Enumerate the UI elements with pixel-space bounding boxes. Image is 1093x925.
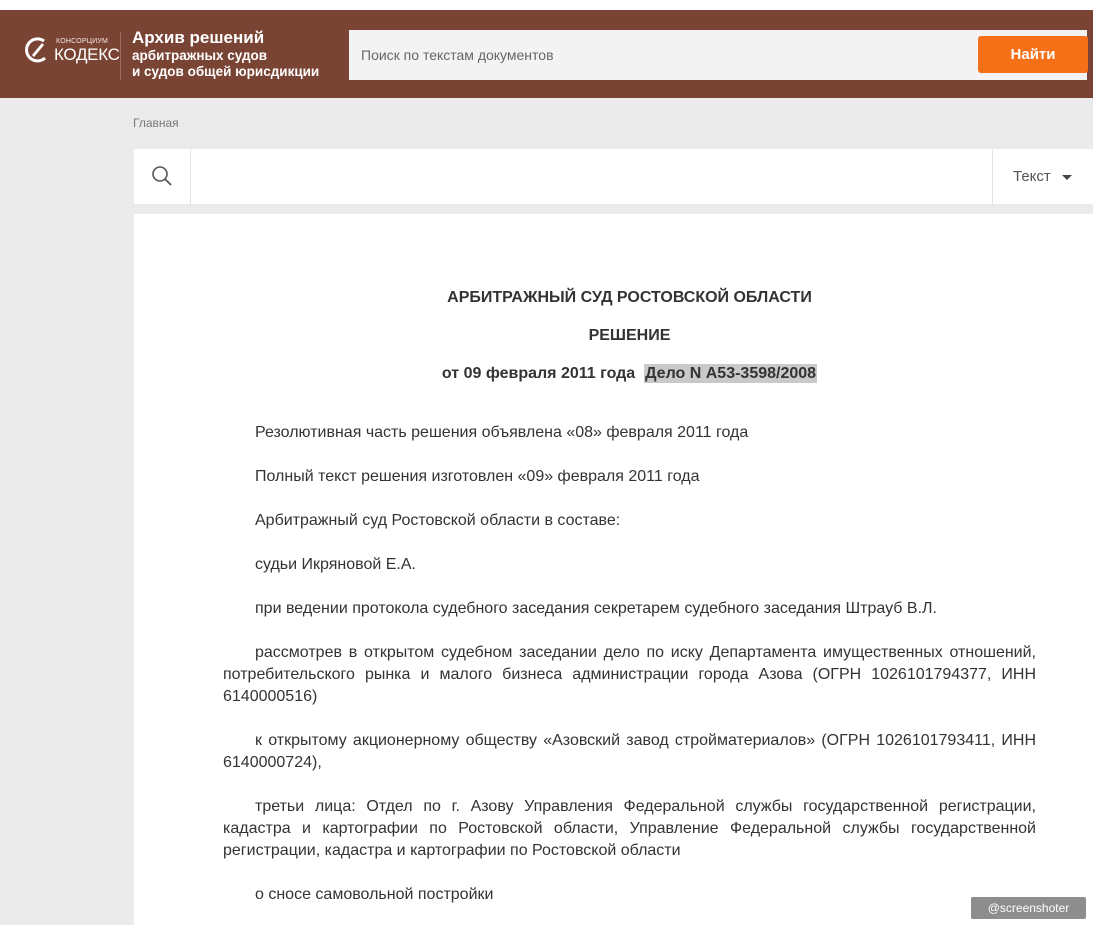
document-search-input[interactable] [192, 149, 996, 206]
find-button[interactable]: Найти [978, 36, 1088, 73]
paragraph: к открытому акционерному обществу «Азовский завод стройматериалов» (ОГРН 1026101793411, ИНН 6140000724), [223, 732, 1036, 771]
caret-down-icon [1062, 175, 1072, 180]
site-header [0, 10, 1093, 98]
paragraph: судьи Икряновой Е.А. [255, 556, 416, 573]
document-body [134, 214, 1093, 925]
site-title-line1: Архив решений [132, 28, 265, 47]
court-heading: АРБИТРАЖНЫЙ СУД РОСТОВСКОЙ ОБЛАСТИ [447, 289, 812, 306]
paragraph: о сносе самовольной постройки [255, 886, 494, 903]
search-icon [151, 165, 173, 187]
global-search-input[interactable] [349, 30, 969, 80]
site-title-line2: арбитражных судов [132, 48, 268, 63]
site-title-line3: и судов общей юрисдикции [132, 64, 320, 79]
site-title[interactable] [132, 28, 319, 80]
search-type-label: Текст [1013, 168, 1051, 185]
paragraph: Арбитражный суд Ростовской области в составе: [255, 512, 621, 529]
paragraph: при ведении протокола судебного заседания секретарем судебного заседания Штрауб В.Л. [255, 600, 937, 617]
search-type-select[interactable] [992, 149, 1093, 204]
kodeks-logo-icon [22, 35, 52, 65]
header-divider [120, 32, 121, 80]
breadcrumb [133, 116, 179, 130]
document-search-button[interactable] [134, 149, 191, 204]
screenshoter-watermark: @screenshoter [971, 897, 1086, 919]
breadcrumb-home[interactable]: Главная [133, 116, 179, 130]
document-date-line [134, 365, 1093, 383]
paragraph: третьи лица: Отдел по г. Азову Управления Федеральной службы государственной регистрации, кадастра и картографии по Ростовской области, Управление Федеральной службы государственной регистрации, кадастра и картографии по Ростовской области [223, 798, 1036, 859]
logo-big-text: КОДЕКС [54, 45, 120, 64]
case-number: Дело N А53-3598/2008 [645, 365, 817, 382]
document-search-bar [134, 149, 1093, 204]
paragraph: Полный текст решения изготовлен «09» февраля 2011 года [255, 468, 700, 485]
document-type: РЕШЕНИЕ [588, 327, 671, 344]
paragraph: Резолютивная часть решения объявлена «08» февраля 2011 года [255, 424, 749, 441]
document-date: от 09 февраля 2011 года [441, 365, 636, 382]
global-search [349, 30, 1087, 80]
top-strip [0, 0, 1093, 10]
paragraph: рассмотрев в открытом судебном заседании дело по иску Департамента имущественных отношений, потребительского рынка и малого бизнеса администрации города Азова (ОГРН 1026101794377, ИНН 6140000516) [223, 644, 1036, 705]
kodeks-logo[interactable] [22, 32, 122, 72]
logo-small-text: КОНСОРЦИУМ [56, 38, 109, 45]
